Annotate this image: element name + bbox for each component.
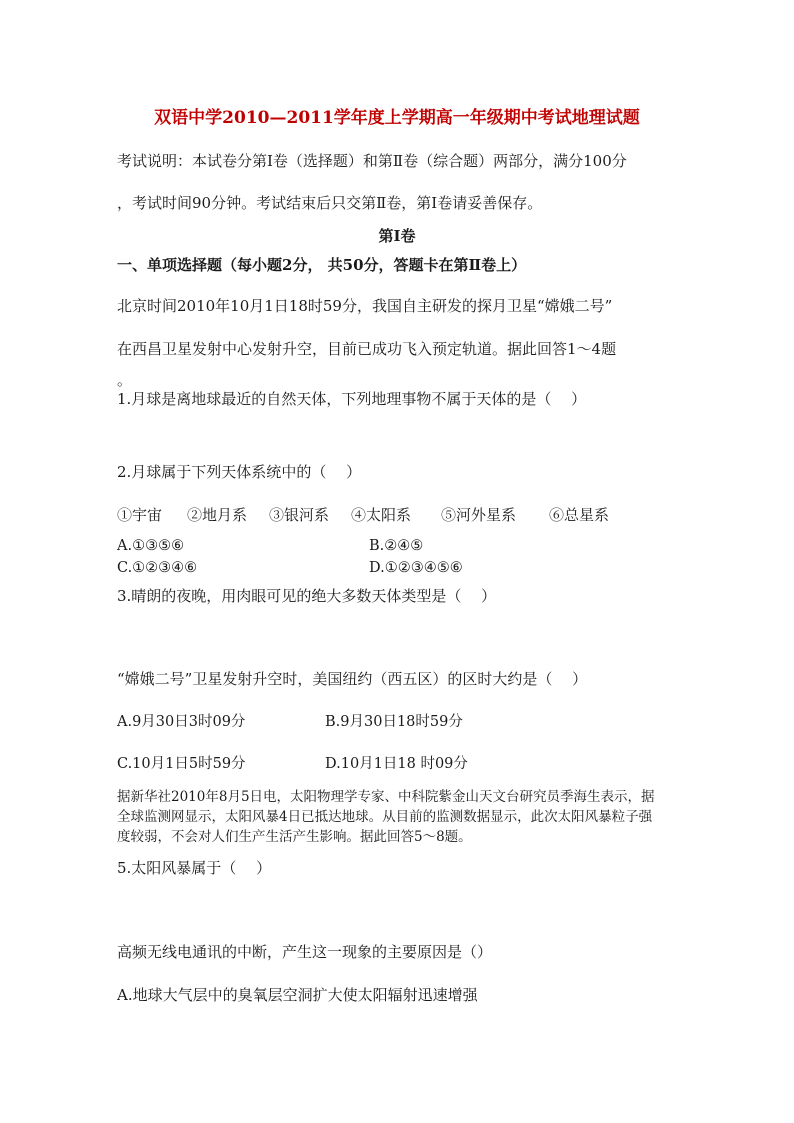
q2-item: ①宇宙 <box>117 506 163 524</box>
section-title: 第Ⅰ卷 <box>378 227 416 245</box>
passage-2-line-2: 全球监测网显示，太阳风暴4日已抵达地球。从目前的监测数据显示，此次太阳风暴粒子强 <box>117 809 653 825</box>
q2-item: ②地月系 <box>187 506 248 524</box>
passage-1-line-1: 北京时间2010年10月1日18时59分，我国自主研发的探月卫星“嫦娥二号” <box>117 297 613 315</box>
question-2: 2.月球属于下列天体系统中的（ ） <box>117 463 362 481</box>
q2-option-c: C.①②③④⑥ <box>117 560 198 576</box>
passage-2-line-3: 度较弱，不会对人们生产生活产生影响。据此回答5～8题。 <box>117 829 472 845</box>
part-heading: 一、单项选择题（每小题2分， 共50分，答题卡在第Ⅱ卷上） <box>117 256 527 274</box>
q2-option-b: B.②④⑤ <box>369 538 424 554</box>
exam-instructions-line-2: ，考试时间90分钟。考试结束后只交第Ⅱ卷，第Ⅰ卷请妥善保存。 <box>117 194 543 212</box>
passage-1-line-3: 。 <box>117 371 133 389</box>
question-6: 高频无线电通讯的中断，产生这一现象的主要原因是（） <box>117 943 493 961</box>
q2-item: ④太阳系 <box>351 506 412 524</box>
q4-option-b: B.9月30日18时59分 <box>325 714 463 730</box>
q2-item: ⑤河外星系 <box>441 506 517 524</box>
q4-option-c: C.10月1日5时59分 <box>117 756 246 772</box>
passage-2-line-1: 据新华社2010年8月5日电，太阳物理学专家、中科院紫金山天文台研究员季海生表示，据 <box>117 789 655 805</box>
question-3: 3.晴朗的夜晚，用肉眼可见的绝大多数天体类型是（ ） <box>117 587 497 605</box>
question-2-items <box>117 505 629 525</box>
exam-title: 双语中学2010—2011学年度上学期高一年级期中考试地理试题 <box>154 108 640 128</box>
passage-1-line-2: 在西昌卫星发射中心发射升空，目前已成功飞入预定轨道。据此回答1～4题 <box>117 340 617 358</box>
question-1: 1.月球是离地球最近的自然天体，下列地理事物不属于天体的是（ ） <box>117 390 587 408</box>
question-4: “嫦娥二号”卫星发射升空时，美国纽约（西五区）的区时大约是（ ） <box>117 670 588 688</box>
q4-option-d: D.10月1日18 时09分 <box>325 756 468 772</box>
exam-instructions-line-1: 考试说明：本试卷分第Ⅰ卷（选择题）和第Ⅱ卷（综合题）两部分，满分100分 <box>117 152 627 170</box>
q2-item: ⑥总星系 <box>549 506 610 524</box>
q2-item: ③银河系 <box>269 506 330 524</box>
q4-option-a: A.9月30日3时09分 <box>117 714 246 730</box>
question-5: 5.太阳风暴属于（ ） <box>117 859 272 877</box>
q2-option-a: A.①③⑤⑥ <box>117 538 185 554</box>
q6-option-a: A.地球大气层中的臭氧层空洞扩大使太阳辐射迅速增强 <box>117 986 478 1004</box>
q2-option-d: D.①②③④⑤⑥ <box>369 560 463 576</box>
